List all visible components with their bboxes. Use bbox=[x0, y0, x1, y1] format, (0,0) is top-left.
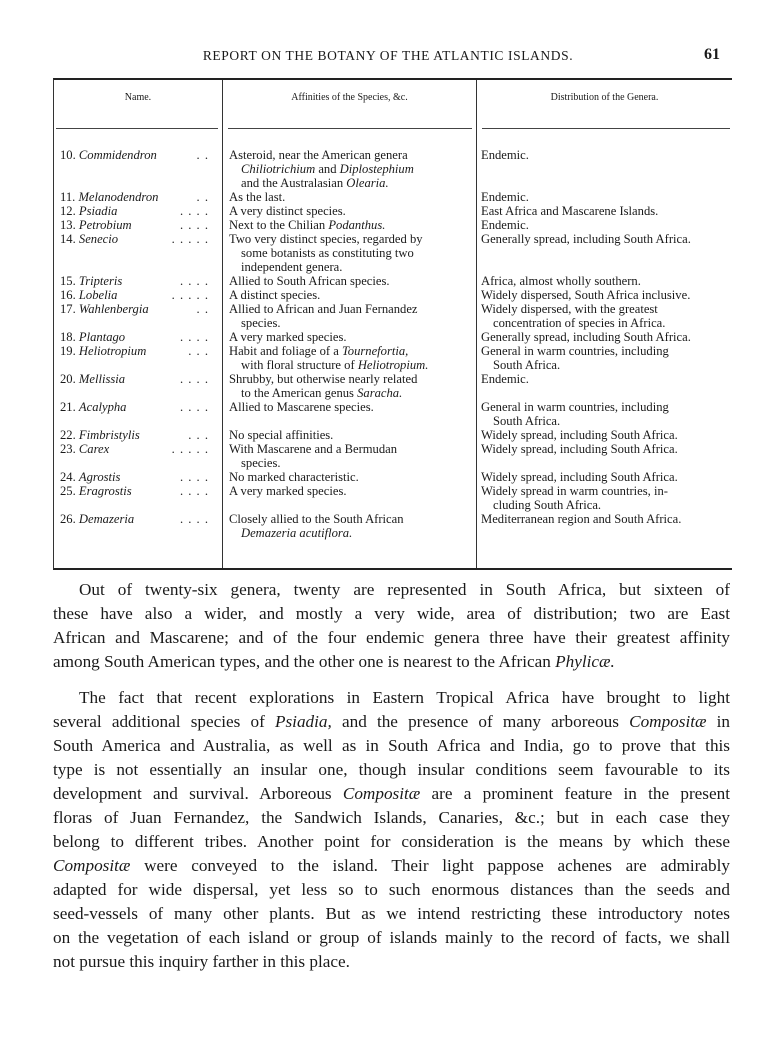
distribution-cell bbox=[473, 400, 732, 428]
text-line bbox=[481, 330, 732, 344]
text-segment: Next to the Chilian bbox=[229, 218, 329, 232]
genus-name-cell bbox=[54, 288, 219, 302]
text-line bbox=[229, 176, 473, 190]
text-segment: several additional species of bbox=[53, 712, 275, 731]
paragraph-line bbox=[53, 902, 730, 926]
genus-name: Melanodendron bbox=[78, 190, 159, 204]
text-segment: were conveyed to the island. Their light pappose achenes are admirably bbox=[130, 856, 730, 875]
affinities-cell bbox=[219, 148, 473, 190]
text-line bbox=[481, 442, 732, 456]
leader-dots: . . . . bbox=[179, 484, 209, 498]
leader-dots: . . . . . bbox=[171, 232, 209, 246]
text-segment: A very marked species. bbox=[229, 330, 347, 344]
text-line bbox=[229, 316, 473, 330]
genus-name-cell bbox=[54, 274, 219, 288]
text-segment: independent genera. bbox=[241, 260, 343, 274]
italic-text-segment: Podanthus. bbox=[328, 218, 386, 232]
header-rule bbox=[56, 128, 218, 129]
genus-name: Petrobium bbox=[78, 218, 132, 232]
genus-name-cell bbox=[54, 190, 219, 204]
row-number: 25. bbox=[60, 484, 76, 498]
text-line bbox=[481, 428, 732, 442]
text-segment: Endemic. bbox=[481, 218, 529, 232]
affinities-cell bbox=[219, 400, 473, 428]
row-number: 20. bbox=[60, 372, 76, 386]
distribution-cell bbox=[473, 190, 732, 204]
text-line bbox=[229, 288, 473, 302]
table-body bbox=[54, 148, 732, 540]
text-segment: and bbox=[315, 162, 340, 176]
text-line bbox=[481, 190, 732, 204]
column-header-affinities: Affinities of the Species, &c. bbox=[291, 92, 408, 103]
text-segment: not pursue this inquiry farther in this place. bbox=[53, 952, 350, 971]
distribution-cell bbox=[473, 372, 732, 400]
text-segment: to the American genus bbox=[241, 386, 358, 400]
text-line bbox=[481, 218, 732, 232]
leader-dots: . . . . bbox=[179, 330, 209, 344]
genus-name: Commidendron bbox=[78, 148, 157, 162]
text-segment: General in warm countries, including bbox=[481, 344, 669, 358]
distribution-cell bbox=[473, 428, 732, 442]
table-row bbox=[54, 512, 732, 540]
running-header: REPORT ON THE BOTANY OF THE ATLANTIC ISLANDS. bbox=[202, 48, 574, 63]
affinities-cell bbox=[219, 302, 473, 330]
text-line bbox=[229, 512, 473, 526]
genus-name-cell bbox=[54, 428, 219, 442]
body-paragraph bbox=[53, 686, 730, 974]
leader-dots: . . . . bbox=[179, 274, 209, 288]
paragraph-line bbox=[53, 650, 730, 674]
genera-table bbox=[53, 78, 732, 570]
text-segment: Endemic. bbox=[481, 148, 529, 162]
text-line bbox=[229, 400, 473, 414]
column-header-distribution: Distribution of the Genera. bbox=[550, 92, 659, 103]
text-line bbox=[481, 232, 732, 246]
row-number: 24. bbox=[60, 470, 76, 484]
text-segment: Widely spread, including South Africa. bbox=[481, 442, 678, 456]
page-number: 61 bbox=[704, 46, 720, 63]
text-line bbox=[481, 302, 732, 316]
text-segment: Widely spread in warm countries, in- bbox=[481, 484, 668, 498]
paragraph-line bbox=[53, 782, 730, 806]
distribution-cell bbox=[473, 218, 732, 232]
text-line bbox=[229, 232, 473, 246]
paragraph-line bbox=[53, 710, 730, 734]
text-segment: The fact that recent explorations in Eastern Tropical Africa have brought to light bbox=[79, 688, 730, 707]
text-segment: concentration of species in Africa. bbox=[493, 316, 666, 330]
text-segment: East Africa and Mascarene Islands. bbox=[481, 204, 659, 218]
distribution-cell bbox=[473, 512, 732, 540]
distribution-cell bbox=[473, 274, 732, 288]
text-line bbox=[229, 358, 473, 372]
text-segment: floras of Juan Fernandez, the Sandwich Islands, Canaries, &c.; but in each case they bbox=[53, 808, 730, 827]
text-segment: African and Mascarene; and of the four endemic genera three have their greatest affinity bbox=[53, 628, 730, 647]
header-rule bbox=[482, 128, 730, 129]
text-line bbox=[229, 204, 473, 218]
row-number: 16. bbox=[60, 288, 76, 302]
paragraph-line bbox=[53, 734, 730, 758]
text-line bbox=[229, 274, 473, 288]
text-segment: Widely dispersed, South Africa inclusive. bbox=[481, 288, 691, 302]
paragraph-line bbox=[53, 926, 730, 950]
genus-name-cell bbox=[54, 470, 219, 484]
table-row bbox=[54, 442, 732, 470]
text-segment: adapted for wide dispersal, yet less so to such enormous distances than the seeds and bbox=[53, 880, 730, 899]
text-line bbox=[481, 288, 732, 302]
paragraph-line bbox=[53, 758, 730, 782]
text-line bbox=[229, 246, 473, 260]
italic-text-segment: Heliotropium. bbox=[357, 358, 429, 372]
text-line bbox=[229, 260, 473, 274]
row-number: 12. bbox=[60, 204, 76, 218]
genus-name: Wahlenbergia bbox=[78, 302, 149, 316]
row-number: 11. bbox=[60, 190, 76, 204]
genus-name-cell bbox=[54, 484, 219, 512]
genus-name: Demazeria bbox=[78, 512, 135, 526]
affinities-cell bbox=[219, 344, 473, 372]
text-segment: cluding South Africa. bbox=[493, 498, 602, 512]
leader-dots: . . . . bbox=[179, 204, 209, 218]
genus-name-cell bbox=[54, 330, 219, 344]
distribution-cell bbox=[473, 470, 732, 484]
text-segment: No special affinities. bbox=[229, 428, 334, 442]
genus-name: Agrostis bbox=[78, 470, 121, 484]
row-number: 17. bbox=[60, 302, 76, 316]
row-number: 14. bbox=[60, 232, 76, 246]
paragraph-line bbox=[53, 878, 730, 902]
text-line bbox=[481, 358, 732, 372]
italic-text-segment: Compositæ bbox=[53, 856, 131, 875]
distribution-cell bbox=[473, 302, 732, 330]
text-line bbox=[229, 302, 473, 316]
text-line bbox=[481, 484, 732, 498]
distribution-cell bbox=[473, 442, 732, 470]
table-row bbox=[54, 470, 732, 484]
row-number: 19. bbox=[60, 344, 76, 358]
column-header-name: Name. bbox=[124, 92, 152, 103]
row-number: 23. bbox=[60, 442, 76, 456]
text-line bbox=[229, 162, 473, 176]
text-segment: Endemic. bbox=[481, 190, 529, 204]
table-row bbox=[54, 400, 732, 428]
text-segment: Africa, almost wholly southern. bbox=[481, 274, 641, 288]
text-line bbox=[481, 204, 732, 218]
paragraph-line bbox=[53, 854, 730, 878]
genus-name-cell bbox=[54, 400, 219, 428]
distribution-cell bbox=[473, 288, 732, 302]
italic-text-segment: Psiadia, bbox=[274, 712, 332, 731]
text-line bbox=[229, 526, 473, 540]
genus-name: Eragrostis bbox=[78, 484, 132, 498]
text-segment: As the last. bbox=[229, 190, 286, 204]
genus-name: Heliotropium bbox=[78, 344, 147, 358]
row-number: 18. bbox=[60, 330, 76, 344]
affinities-cell bbox=[219, 512, 473, 540]
table-row bbox=[54, 428, 732, 442]
text-segment: in bbox=[706, 712, 731, 731]
affinities-cell bbox=[219, 428, 473, 442]
paragraph-line bbox=[53, 626, 730, 650]
text-segment: on the vegetation of each island or group of islands mainly to the record of facts, we shall bbox=[53, 928, 730, 947]
row-number: 22. bbox=[60, 428, 76, 442]
text-segment: Widely spread, including South Africa. bbox=[481, 428, 678, 442]
table-row bbox=[54, 302, 732, 330]
text-segment: A distinct species. bbox=[229, 288, 321, 302]
text-segment: With Mascarene and a Bermudan bbox=[229, 442, 398, 456]
genus-name: Psiadia bbox=[78, 204, 118, 218]
row-number: 21. bbox=[60, 400, 76, 414]
distribution-cell bbox=[473, 330, 732, 344]
row-number: 10. bbox=[60, 148, 76, 162]
italic-text-segment: Olearia. bbox=[346, 176, 389, 190]
text-segment: A very marked species. bbox=[229, 484, 347, 498]
paragraph-line bbox=[53, 578, 730, 602]
table-row bbox=[54, 288, 732, 302]
italic-text-segment: Demazeria acutiflora. bbox=[241, 526, 353, 540]
text-segment: species. bbox=[241, 456, 281, 470]
leader-dots: . . . . bbox=[179, 512, 209, 526]
text-line bbox=[229, 428, 473, 442]
italic-text-segment: Compositæ bbox=[629, 712, 707, 731]
genus-name-cell bbox=[54, 442, 219, 470]
genus-name: Acalypha bbox=[78, 400, 127, 414]
genus-name: Fimbristylis bbox=[78, 428, 140, 442]
affinities-cell bbox=[219, 288, 473, 302]
leader-dots: . . . . bbox=[179, 470, 209, 484]
italic-text-segment: Phylicæ. bbox=[555, 652, 615, 671]
text-segment: South Africa. bbox=[493, 414, 561, 428]
text-segment: development and survival. Arboreous bbox=[53, 784, 343, 803]
text-line bbox=[229, 148, 473, 162]
text-segment: Habit and foliage of a bbox=[229, 344, 342, 358]
leader-dots: . . . . . bbox=[171, 442, 209, 456]
text-line bbox=[229, 344, 473, 358]
text-line bbox=[229, 330, 473, 344]
text-segment: species. bbox=[241, 316, 281, 330]
text-line bbox=[481, 344, 732, 358]
italic-text-segment: Tournefortia, bbox=[341, 344, 409, 358]
genus-name-cell bbox=[54, 148, 219, 190]
leader-dots: . . bbox=[196, 148, 209, 162]
text-segment: Allied to Mascarene species. bbox=[229, 400, 374, 414]
affinities-cell bbox=[219, 204, 473, 218]
text-segment: Shrubby, but otherwise nearly related bbox=[229, 372, 418, 386]
table-row bbox=[54, 344, 732, 372]
affinities-cell bbox=[219, 218, 473, 232]
text-segment: Allied to South African species. bbox=[229, 274, 390, 288]
distribution-cell bbox=[473, 344, 732, 372]
distribution-cell bbox=[473, 232, 732, 274]
text-segment: Two very distinct species, regarded by bbox=[229, 232, 423, 246]
row-number: 26. bbox=[60, 512, 76, 526]
genus-name-cell bbox=[54, 204, 219, 218]
italic-text-segment: Compositæ bbox=[342, 784, 421, 803]
table-row bbox=[54, 232, 732, 274]
italic-text-segment: Diplostephium bbox=[339, 162, 414, 176]
row-number: 15. bbox=[60, 274, 76, 288]
table-row bbox=[54, 148, 732, 190]
table-row bbox=[54, 218, 732, 232]
genus-name: Plantago bbox=[78, 330, 126, 344]
genus-name: Lobelia bbox=[78, 288, 118, 302]
text-segment: seed-vessels of many other plants. But as we intend restricting these introductory notes bbox=[53, 904, 730, 923]
affinities-cell bbox=[219, 442, 473, 470]
text-segment: are a prominent feature in the present bbox=[420, 784, 730, 803]
genus-name: Mellissia bbox=[78, 372, 126, 386]
paragraph-line bbox=[53, 830, 730, 854]
text-segment: and the presence of many arboreous bbox=[331, 712, 630, 731]
italic-text-segment: Chiliotrichium bbox=[241, 162, 316, 176]
text-line bbox=[481, 400, 732, 414]
text-segment: type is not essentially an insular one, though insular conditions seem favourable to its bbox=[53, 760, 730, 779]
row-number: 13. bbox=[60, 218, 76, 232]
text-segment: these have also a wider, and mostly a very wide, area of distribution; two are East bbox=[53, 604, 730, 623]
leader-dots: . . . bbox=[188, 344, 209, 358]
text-line bbox=[481, 414, 732, 428]
text-segment: General in warm countries, including bbox=[481, 400, 669, 414]
distribution-cell bbox=[473, 204, 732, 218]
text-line bbox=[229, 456, 473, 470]
leader-dots: . . bbox=[196, 302, 209, 316]
text-line bbox=[229, 218, 473, 232]
genus-name-cell bbox=[54, 512, 219, 540]
affinities-cell bbox=[219, 372, 473, 400]
leader-dots: . . . . bbox=[179, 372, 209, 386]
text-line bbox=[229, 484, 473, 498]
affinities-cell bbox=[219, 232, 473, 274]
text-segment: Mediterranean region and South Africa. bbox=[481, 512, 682, 526]
table-row bbox=[54, 204, 732, 218]
text-segment: Out of twenty-six genera, twenty are represented in South Africa, but sixteen of bbox=[79, 580, 730, 599]
text-segment: Asteroid, near the American genera bbox=[229, 148, 408, 162]
table-row bbox=[54, 484, 732, 512]
paragraph-line bbox=[53, 686, 730, 710]
leader-dots: . . . bbox=[188, 428, 209, 442]
table-row bbox=[54, 190, 732, 204]
header-rule bbox=[228, 128, 472, 129]
affinities-cell bbox=[219, 330, 473, 344]
table-row bbox=[54, 372, 732, 400]
affinities-cell bbox=[219, 470, 473, 484]
leader-dots: . . . . bbox=[179, 218, 209, 232]
leader-dots: . . . . . bbox=[171, 288, 209, 302]
text-segment: South Africa. bbox=[493, 358, 561, 372]
italic-text-segment: Saracha. bbox=[357, 386, 403, 400]
affinities-cell bbox=[219, 484, 473, 512]
text-segment: No marked characteristic. bbox=[229, 470, 359, 484]
table-row bbox=[54, 330, 732, 344]
text-segment: Closely allied to the South African bbox=[229, 512, 404, 526]
genus-name-cell bbox=[54, 344, 219, 372]
paragraph-line bbox=[53, 602, 730, 626]
text-line bbox=[229, 386, 473, 400]
text-segment: belong to different tribes. Another point for consideration is the means by which these bbox=[53, 832, 730, 851]
text-segment: Generally spread, including South Africa. bbox=[481, 232, 691, 246]
leader-dots: . . bbox=[196, 190, 209, 204]
text-segment: among South American types, and the other one is nearest to the African bbox=[53, 652, 556, 671]
text-segment: some botanists as constituting two bbox=[241, 246, 414, 260]
paragraph-line bbox=[53, 950, 730, 974]
text-line bbox=[481, 512, 732, 526]
text-line bbox=[229, 372, 473, 386]
text-segment: A very distinct species. bbox=[229, 204, 346, 218]
genus-name-cell bbox=[54, 218, 219, 232]
text-line bbox=[229, 470, 473, 484]
distribution-cell bbox=[473, 484, 732, 512]
genus-name: Carex bbox=[78, 442, 110, 456]
distribution-cell bbox=[473, 148, 732, 190]
genus-name: Senecio bbox=[78, 232, 119, 246]
genus-name: Tripteris bbox=[78, 274, 123, 288]
text-segment: Allied to African and Juan Fernandez bbox=[229, 302, 418, 316]
table-row bbox=[54, 274, 732, 288]
body-paragraph bbox=[53, 578, 730, 674]
text-segment: South America and Australia, as well as in South Africa and India, go to prove that this bbox=[53, 736, 730, 755]
genus-name-cell bbox=[54, 232, 219, 274]
text-segment: and the Australasian bbox=[241, 176, 347, 190]
text-segment: Endemic. bbox=[481, 372, 529, 386]
text-line bbox=[481, 148, 732, 162]
text-line bbox=[481, 498, 732, 512]
text-segment: Generally spread, including South Africa. bbox=[481, 330, 691, 344]
genus-name-cell bbox=[54, 302, 219, 330]
affinities-cell bbox=[219, 274, 473, 288]
text-segment: with floral structure of bbox=[241, 358, 358, 372]
text-line bbox=[229, 442, 473, 456]
text-line bbox=[481, 470, 732, 484]
paragraph-line bbox=[53, 806, 730, 830]
leader-dots: . . . . bbox=[179, 400, 209, 414]
text-segment: Widely dispersed, with the greatest bbox=[481, 302, 658, 316]
affinities-cell bbox=[219, 190, 473, 204]
text-segment: Widely spread, including South Africa. bbox=[481, 470, 678, 484]
genus-name-cell bbox=[54, 372, 219, 400]
text-line bbox=[481, 274, 732, 288]
text-line bbox=[229, 190, 473, 204]
text-line bbox=[481, 372, 732, 386]
text-line bbox=[481, 316, 732, 330]
